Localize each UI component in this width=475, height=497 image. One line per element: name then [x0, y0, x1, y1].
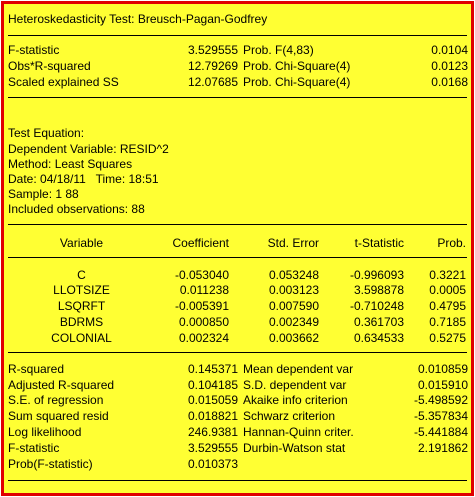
summary-value: 0.145371 [187, 362, 238, 376]
coefficient-value: 0.011238 [179, 283, 229, 297]
summary-value: 0.015910 [417, 378, 468, 392]
divider [8, 97, 467, 98]
coefficient-value: -0.005391 [174, 299, 229, 313]
column-header: t-Statistic [354, 236, 404, 250]
std-error-value: 0.007590 [268, 299, 319, 313]
variable-name: LLOTSIZE [53, 283, 110, 297]
summary-label: Log likelihood [8, 425, 82, 439]
column-header: Std. Error [267, 236, 319, 250]
sample: Sample: 1 88 [8, 187, 79, 201]
stat-value: 3.529555 [187, 43, 238, 57]
prob-value: 0.3221 [429, 268, 466, 282]
column-header: Coefficient [172, 236, 229, 250]
prob-value: 0.0104 [431, 43, 468, 57]
column-header: Variable [59, 236, 104, 250]
variable-name: LSQRFT [57, 299, 106, 313]
prob-label: Prob. Chi-Square(4) [243, 75, 351, 89]
summary-value: -5.441884 [413, 425, 468, 439]
stat-value: 12.79269 [187, 59, 238, 73]
summary-value: 0.018821 [187, 409, 238, 423]
column-header: Prob. [437, 236, 466, 250]
divider [8, 35, 467, 36]
prob-value: 0.4795 [429, 299, 466, 313]
stat-label: Obs*R-squared [8, 59, 91, 73]
t-statistic-value: -0.996093 [349, 268, 404, 282]
std-error-value: 0.002349 [268, 315, 319, 329]
variable-name: BDRMS [59, 315, 104, 329]
std-error-value: 0.003662 [268, 331, 319, 345]
summary-value: 3.529555 [187, 441, 238, 455]
prob-value: 0.0168 [431, 75, 468, 89]
prob-value: 0.0123 [431, 59, 468, 73]
summary-label: Sum squared resid [8, 409, 109, 423]
stat-label: Scaled explained SS [8, 75, 119, 89]
t-statistic-value: -0.710248 [349, 299, 404, 313]
summary-label: F-statistic [8, 441, 60, 455]
t-statistic-value: 3.598878 [353, 283, 404, 297]
summary-label: Akaike info criterion [243, 393, 348, 407]
prob-value: 0.5275 [429, 331, 466, 345]
summary-label: Prob(F-statistic) [8, 457, 93, 471]
test-title: Heteroskedasticity Test: Breusch-Pagan-Godfrey [8, 12, 268, 26]
summary-label: Adjusted R-squared [8, 378, 115, 392]
summary-value: 0.010859 [417, 362, 468, 376]
dependent-variable: Dependent Variable: RESID^2 [8, 142, 169, 156]
divider [8, 480, 467, 481]
t-statistic-value: 0.361703 [353, 315, 404, 329]
date-time: Date: 04/18/11 Time: 18:51 [8, 172, 159, 186]
prob-value: 0.7185 [429, 315, 466, 329]
summary-label: R-squared [8, 362, 65, 376]
std-error-value: 0.053248 [268, 268, 319, 282]
summary-value: 0.015059 [187, 393, 238, 407]
equation-heading: Test Equation: [8, 126, 85, 140]
summary-value: 246.9381 [187, 425, 238, 439]
divider [8, 257, 467, 258]
prob-label: Prob. F(4,83) [243, 43, 314, 57]
summary-value: 2.191862 [417, 441, 468, 455]
coefficient-value: 0.002324 [178, 331, 229, 345]
coefficient-value: 0.000850 [178, 315, 229, 329]
variable-name: C [77, 268, 86, 282]
stat-value: 12.07685 [187, 75, 238, 89]
t-statistic-value: 0.634533 [353, 331, 404, 345]
std-error-value: 0.003123 [268, 283, 319, 297]
included-observations: Included observations: 88 [8, 202, 145, 216]
summary-value: 0.104185 [187, 378, 238, 392]
summary-value: -5.498592 [413, 393, 468, 407]
summary-label: Schwarz criterion [243, 409, 336, 423]
divider [8, 352, 467, 353]
summary-label: S.E. of regression [8, 393, 104, 407]
prob-label: Prob. Chi-Square(4) [243, 59, 351, 73]
summary-label: Hannan-Quinn criter. [243, 425, 354, 439]
output-frame [1, 1, 474, 496]
divider [8, 224, 467, 225]
summary-value: -5.357834 [413, 409, 468, 423]
coefficient-value: -0.053040 [174, 268, 229, 282]
prob-value: 0.0005 [429, 283, 466, 297]
summary-label: Mean dependent var [243, 362, 354, 376]
method: Method: Least Squares [8, 157, 133, 171]
summary-label: S.D. dependent var [243, 378, 347, 392]
stat-label: F-statistic [8, 43, 60, 57]
summary-label: Durbin-Watson stat [243, 441, 346, 455]
variable-name: COLONIAL [51, 331, 112, 345]
summary-value: 0.010373 [187, 457, 238, 471]
